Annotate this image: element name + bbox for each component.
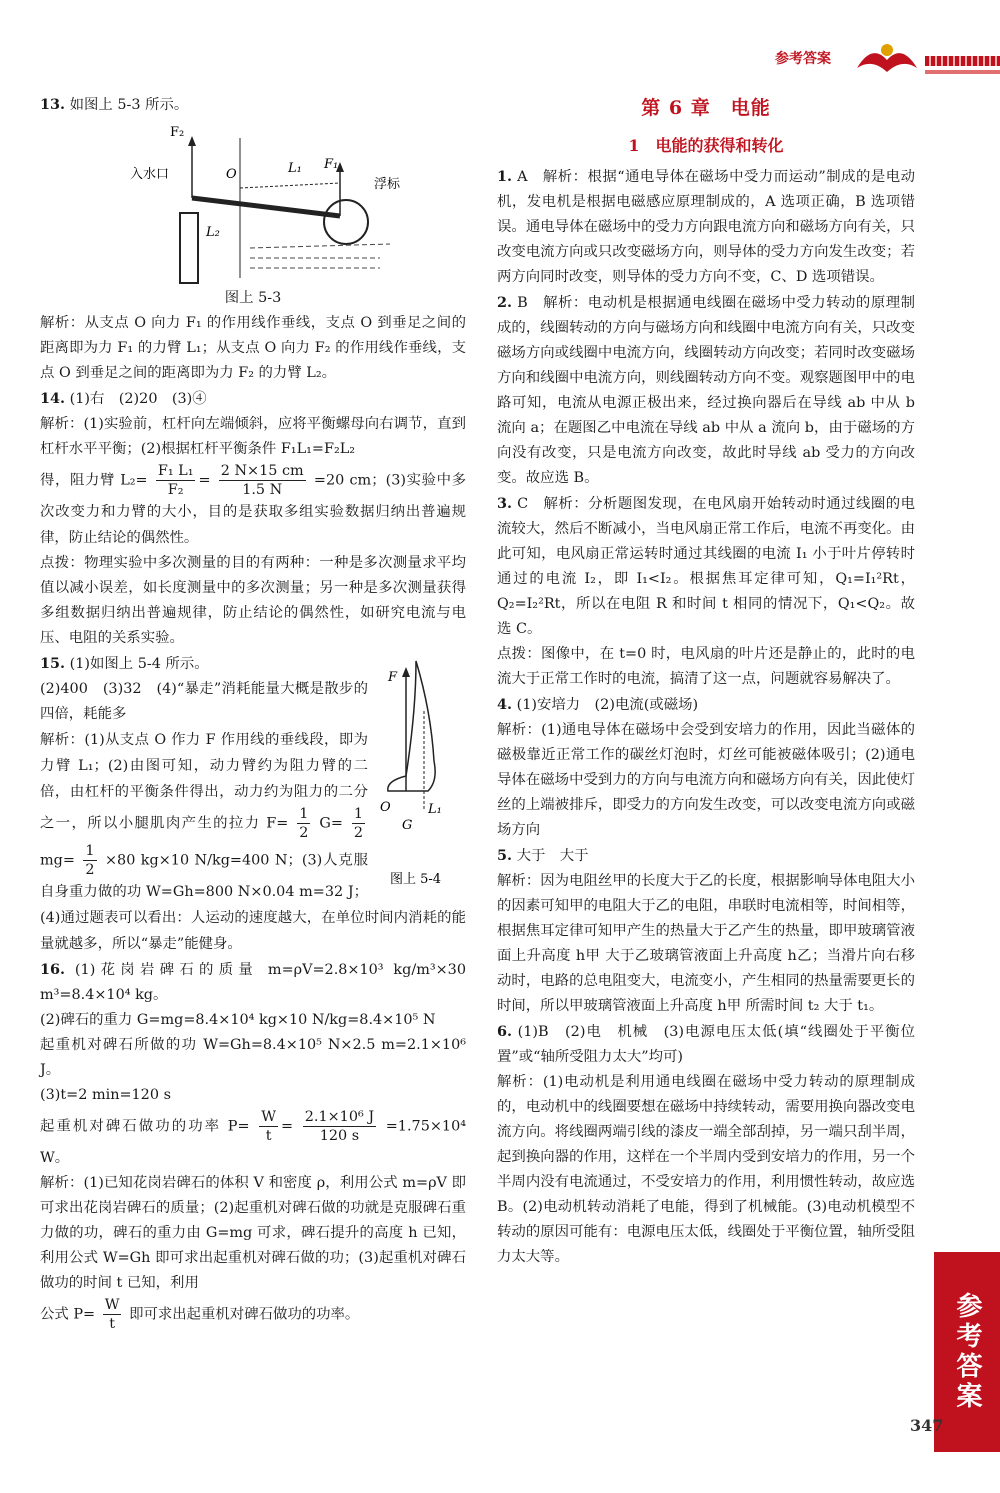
fig-label-f1: F₁	[324, 157, 339, 172]
fig-label-inlet: 入水口	[130, 167, 170, 182]
figure-5-3	[40, 118, 466, 286]
fig-label-f2: F₂	[170, 125, 185, 140]
q13-analysis: 解析：从支点 O 向力 F₁ 的作用线作垂线，支点 O 到垂足之间的距离即为力 F₁ 的力臂 L₁；从支点 O 向力 F₂ 的作用线作垂线，支点 O 到垂足之间的距离即为力 F₂ 的力臂 L₂。	[40, 315, 466, 381]
figure-5-3-caption: 图上 5-3	[224, 290, 282, 306]
svg-text:O: O	[380, 800, 391, 815]
svg-text:图上 5-4: 图上 5-4	[390, 872, 442, 887]
svg-text:F: F	[388, 670, 398, 685]
q14: 14. (1)右 (2)20 (3)④	[40, 390, 207, 407]
q13: 13. 如图上 5-3 所示。	[40, 96, 189, 113]
q14-analysis-b: 得，阻力臂 L₂= $\frac{\text{F₁ L₁}}{\text{F₂}}$ = $\frac{2 N\times 15 cm}{1.5 N}$ =20 cm；(3)实验中多次改变力和力臂的大小，目的是获取多组实验数据归纳出普遍规律，防止结论的偶然性。	[40, 463, 466, 546]
q15: F O G L₁ 图上 5-4 15. (1)如图上 5-4 所示。 (2)400 (3)32 (4)“暴走”消耗能量大概是散步的四倍，耗能多 解析：(1)从支点 O 作力 F 作用线的垂线段，即为力臂 L₁；(2)由图可知，动力臂约为阻力臂的二倍，由杠杆的平衡条件得出，动力约为阻力的二分之一，所以小腿肌肉产生的拉力 F= $\frac{1}{2}$ G= $\frac{1}{2}$ mg= $\frac{1}{2}$ ×80 kg×10 N/kg=400 N；(3)人克服自身重力做的功 W=Gh=800 N×0.04 m=32 J；(4)通过题表可以看出：人运动的速度越大，在单位时间内消耗的能量就越多，所以“暴走”能健身。	[40, 651, 466, 957]
fig-label-l1: L₁	[288, 161, 302, 176]
r-q5-analysis: 解析：因为电阻丝甲的长度大于乙的长度，根据影响导体电阻大小的因素可知甲的电阻大于乙的电阻，串联时电流相等，时间相等，根据焦耳定律可知甲产生的热量大于乙产生的热量，即甲玻璃管液面上升高度 h甲 大于乙玻璃管液面上升高度 h乙；当滑片向右移动时，电路的总电阻变大，电流变小，产生相同的热量需要更长的时间，所以甲玻璃管液面上升高度 h甲 所需时间 t₂ 大于 t₁。	[497, 873, 915, 1014]
r-q4-analysis: 解析：(1)通电导体在磁场中会受到安培力的作用，因此当磁体的磁极靠近正常工作的碳丝灯泡时，灯丝可能被磁体吸引；(2)通电导体在磁场中受到力的方向与电流方向和磁场方向有关，因此使灯丝的上端被排斥，即受力的方向发生改变，可以改变电流方向或磁场方向	[497, 722, 915, 838]
book-emblem-icon	[852, 38, 922, 78]
section-title: 1 电能的获得和转化	[628, 136, 784, 155]
right-column	[497, 92, 915, 1270]
fig-label-float: 浮标	[374, 177, 401, 192]
fig-label-o: O	[226, 167, 237, 182]
q14-tip: 点拨：物理实验中多次测量的目的有两种：一种是多次测量求平均值以减小误差，如长度测量中的多次测量；另一种是多次测量获得多组数据归纳出普遍规律，防止结论的偶然性，如研究电流与电压、电阻的关系实验。	[40, 555, 466, 646]
header-title: 参考答案	[775, 51, 831, 67]
side-tab-answers: 参考答案	[934, 1252, 1000, 1452]
q16: 16. (1)花岗岩碑石的质量 m=ρV=2.8×10³ kg/m³×30 m³=8.4×10⁴ kg。	[40, 961, 466, 1003]
frac-values: $\frac{2 N\times 15 cm}{1.5 N}$	[220, 463, 304, 498]
header-decor-bar	[925, 56, 1000, 66]
r-q6-analysis: 解析：(1)电动机是利用通电线圈在磁场中受力转动的原理制成的，电动机中的线圈要想在磁场中持续转动，需要用换向器改变电流方向。将线圈两端引线的漆皮一端全部刮掉，另一端只刮半周，起到换向器的作用，这样在一个半周内受到安培力的作用，另一个半周内没有电流通过，不受安培力的作用，利用惯性转动，故应选 B。(2)电动机转动消耗了电能，得到了机械能。(3)电动机模型不转动的原因可能有：电源电压太低，线圈处于平衡位置，轴所受阻力太大等。	[497, 1074, 915, 1265]
left-column: 13. 如图上 5-3 所示。 F₂ 入水口 O L₁ F₁ 浮标 L₂ 图上 5-3 解析：从支点 O 向力 F₁ 的作用线作垂线，支点 O 到垂足之间的距离即为力 F₁ 的力臂 L₁；从支点 O 向力 F₂ 的作用线作垂线，支点 O 到垂足之间的距离即为力 F₂ 的力臂 L₂。 14. (1)右 (2)20 (3)④ 解析：(1)实验前，杠杆向左端倾斜，应将平衡螺母向右调节，直到杠杆水平平衡；(2)根据杠杆平衡条件 F₁L₁=F₂L₂ 得，阻力臂 L₂= $\frac{\text{F₁ L₁}}{\text{F₂}}$ = $\frac{2 N\times 15 cm}{1.5 N}$ =20 cm；(3)实验中多次改变力和力臂的大小，目的是获取多组实验数据归纳出普遍规律，防止结论的偶然性。 点拨：物理实验中多次测量的目的有两种：一种是多次测量求平均值以减小误差，如长度测量中的多次测量；另一种是多次测量获得多组数据归纳出普遍规律，防止结论的偶然性，如研究电流与电压、电阻的关系实验。 F O G L₁ 图上 5-4 15. (1)如图上 5-4 所示。 (2)400 (3)32 (4)“暴走”消耗能量大概是散步的四倍，耗能多 解析：(1)从支点 O 作力 F 作用线的垂线段，即为力臂 L₁；(2)由图可知，动力臂约为阻力臂的二倍，由杠杆的平衡条件得出，动力约为阻力的二分之一，所以小腿肌肉产生的拉力 F= $\frac{1}{2}$ G= $\frac{1}{2}$ mg= $\frac{1}{2}$ ×80 kg×10 N/kg=400 N；(3)人克服自身重力做的功 W=Gh=800 N×0.04 m=32 J；(4)通过题表可以看出：人运动的速度越大，在单位时间内消耗的能量就越多，所以“暴走”能健身。 16. (1)花岗岩碑石的质量 m=ρV=2.8×10³ kg/m³×30 m³=8.4×10⁴ kg。 (2)碑石的重力 G=mg=8.4×10⁴ kg×10 N/kg=8.4×10⁵ N 起重机对碑石所做的功 W=Gh=8.4×10⁵ N×2.5 m=2.1×10⁶ J。 (3)t=2 min=120 s 起重机对碑石做功的功率 P= $\frac{W}{t}$ = $\frac{\text{2.1×10⁶ J}}{120 s}$ =1.75×10⁴ W。 解析：(1)已知花岗岩碑石的体积 V 和密度 ρ，利用公式 m=ρV 即可求出花岗岩碑石的质量；(2)起重机对碑石做的功就是克服碑石重力做的功，碑石的重力由 G=mg 可求，碑石提升的高度 h 已知，利用公式 W=Gh 即可求出起重机对碑石做的功；(3)起重机对碑石做功的时间 t 已知，利用 公式 P= $\frac{W}{t}$ 即可求出起重机对碑石做功的功率。	[40, 92, 466, 1333]
r-q3: 3. C 解析：分析题图发现，在电风扇开始转动时通过线圈的电流较大，然后不断减小，当电风扇正常工作后，电流不再变化。由此可知，电风扇正常运转时通过其线圈的电流 I₁ 小于叶片停转时通过的电流 I₂，即 I₁<I₂。根据焦耳定律可知，Q₁=I₁²Rt，Q₂=I₂²Rt，所以在电阻 R 和时间 t 相同的情况下，Q₁<Q₂。故选 C。	[497, 495, 916, 637]
r-q1: 1. A 解析：根据“通电导体在磁场中受力而运动”制成的是电动机，发电机是根据电磁感应原理制成的，A 选项正确，B 选项错误。通电导体在磁场中的受力方向跟电流方向和磁场方向有关，只改变电流方向或只改变磁场方向，则导体的受力方向发生改变；若两方向同时改变，则导体的受力方向不变，C、D 选项错误。	[497, 168, 916, 285]
r-q5: 5. 大于 大于	[497, 847, 589, 864]
page-number: 347	[910, 1416, 944, 1435]
q16-power: 起重机对碑石做功的功率 P= $\frac{W}{t}$ = $\frac{\text{2.1×10⁶ J}}{120 s}$ =1.75×10⁴ W。	[40, 1109, 466, 1166]
svg-text:G: G	[402, 818, 413, 833]
q16-analysis: 解析：(1)已知花岗岩碑石的体积 V 和密度 ρ，利用公式 m=ρV 即可求出花岗岩碑石的质量；(2)起重机对碑石做的功就是克服碑石重力做的功，碑石的重力由 G=mg 可求，碑石提升的高度 h 已知，利用公式 W=Gh 即可求出起重机对碑石做的功；(3)起重机对碑石做功的时间 t 已知，利用	[40, 1175, 466, 1291]
chapter-title: 第 6 章 电能	[641, 97, 771, 119]
r-q4: 4. (1)安培力 (2)电流(或磁场)	[497, 696, 699, 713]
r-q6: 6. (1)B (2)电 机械 (3)电源电压太低(填“线圈处于平衡位置”或“轴所受阻力太大”均可)	[497, 1023, 915, 1065]
figure-5-4	[376, 651, 466, 896]
q14-analysis-a: 解析：(1)实验前，杠杆向左端倾斜，应将平衡螺母向右调节，直到杠杆水平平衡；(2)根据杠杆平衡条件 F₁L₁=F₂L₂	[40, 416, 466, 457]
q15-analysis: 解析：(1)从支点 O 作力 F 作用线的垂线段，即为力臂 L₁；(2)由图可知，动力臂约为阻力臂的二倍，由杠杆的平衡条件得出，动力约为阻力的二分之一，所以小腿肌肉产生的拉力 F= $\frac{1}{2}$ G= $\frac{1}{2}$ mg= $\frac{1}{2}$ ×80 kg×10 N/kg=400 N；(3)人克服自身重力做的功 W=Gh=800 N×0.04 m=32 J；(4)通过题表可以看出：人运动的速度越大，在单位时间内消耗的能量就越多，所以“暴走”能健身。	[40, 732, 466, 952]
fig-label-l2: L₂	[206, 225, 220, 240]
r-q3-tip: 点拨：图像中，在 t=0 时，电风扇的叶片还是静止的，此时的电流大于正常工作时的电流，搞清了这一点，问题就容易解决了。	[497, 646, 915, 687]
svg-text:L₁: L₁	[428, 802, 442, 817]
header-decor-line	[925, 70, 1000, 74]
frac-f1l1-f2: $\frac{\text{F₁ L₁}}{\text{F₂}}$	[157, 463, 194, 498]
r-q2: 2. B 解析：电动机是根据通电线圈在磁场中受力转动的原理制成的，线圈转动的方向与磁场方向和线圈中电流方向有关，只改变磁场方向或线圈中电流方向，线圈转动方向改变；若同时改变磁场方向和线圈中电流方向，则线圈转动方向不变。观察题图甲中的电路可知，电流从电源正极出来，经过换向器后在导线 ab 中从 b 流向 a；在题图乙中电流在导线 ab 中从 a 流向 b，由于磁场的方向没有改变，只是电流方向改变，故此时导线 ab 受力的方向改变。故应选 B。	[497, 294, 916, 486]
